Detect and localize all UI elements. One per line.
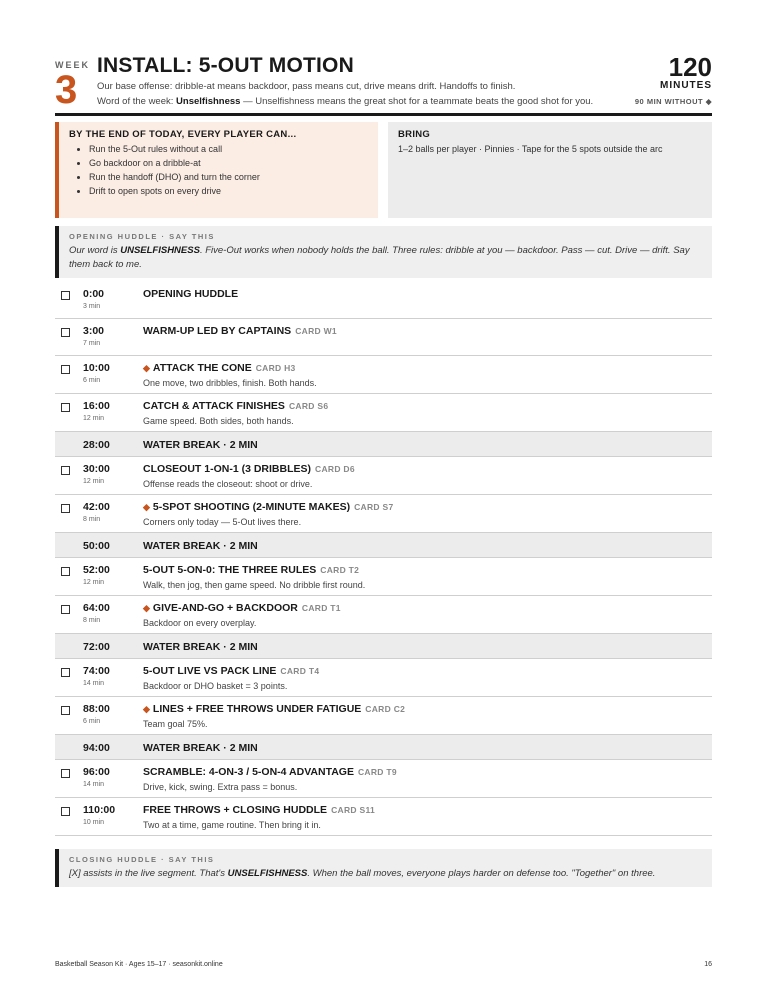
row-duration: 6 min xyxy=(83,718,101,725)
activity-name: WATER BREAK · 2 MIN xyxy=(143,641,258,653)
checkbox[interactable] xyxy=(61,504,70,513)
card-ref: CARD S6 xyxy=(288,401,329,411)
activity-name: LINES + FREE THROWS UNDER FATIGUE xyxy=(152,703,362,715)
minutes-total: 120 xyxy=(668,52,712,82)
minutes-label: MINUTES xyxy=(660,80,712,91)
activity-name: 5-OUT 5-ON-0: THE THREE RULES xyxy=(143,564,317,576)
objective-item: • Run the 5-Out rules without a call xyxy=(89,144,368,154)
page-title: INSTALL: 5-OUT MOTION xyxy=(97,54,354,77)
row-activity xyxy=(143,400,328,412)
row-time: 88:00 xyxy=(83,703,110,715)
checkbox[interactable] xyxy=(61,365,70,374)
row-duration: 12 min xyxy=(83,478,105,485)
row-duration: 14 min xyxy=(83,781,105,788)
card-ref: CARD C2 xyxy=(365,704,406,714)
row-duration: 10 min xyxy=(83,819,105,826)
activity-name: SCRAMBLE: 4-ON-3 / 5-ON-4 ADVANTAGE xyxy=(143,766,354,778)
checkbox[interactable] xyxy=(61,668,70,677)
row-note: Offense reads the closeout: shoot or drive. xyxy=(143,479,313,489)
closing-huddle xyxy=(55,849,712,887)
row-note: Two at a time, game routine. Then bring it in. xyxy=(143,820,321,830)
row-time: 3:00 xyxy=(83,325,105,337)
opening-huddle-label: OPENING HUDDLE · SAY THIS xyxy=(69,232,215,241)
card-ref: CARD S11 xyxy=(331,805,376,815)
footer-text: Basketball Season Kit · Ages 15–17 · seasonkit.online xyxy=(55,961,223,968)
row-activity xyxy=(143,325,337,337)
row-activity xyxy=(143,766,397,778)
card-ref: CARD T2 xyxy=(320,565,360,575)
row-time: 42:00 xyxy=(83,501,110,513)
row-note: Backdoor on every overplay. xyxy=(143,618,257,628)
page-header xyxy=(55,54,712,116)
closing-huddle-text: [X] assists in the live segment. That's UNSELFISHNESS. When the ball moves, everyone plays harder on defense too. "Together" on three. xyxy=(69,868,656,879)
row-activity xyxy=(143,501,394,513)
diamond-icon: ◆ xyxy=(143,704,150,714)
row-activity xyxy=(143,463,355,475)
card-ref: CARD H3 xyxy=(255,363,296,373)
checkbox[interactable] xyxy=(61,466,70,475)
row-time: 30:00 xyxy=(83,463,110,475)
diamond-icon: ◆ xyxy=(143,603,150,613)
activity-name: 5-OUT LIVE VS PACK LINE xyxy=(143,665,277,677)
row-time: 50:00 xyxy=(83,540,110,552)
schedule-row xyxy=(55,356,712,394)
checkbox[interactable] xyxy=(61,706,70,715)
card-ref: CARD S7 xyxy=(354,502,394,512)
row-activity xyxy=(143,804,375,816)
checkbox[interactable] xyxy=(61,769,70,778)
schedule-row xyxy=(55,558,712,596)
schedule-row xyxy=(55,319,712,356)
week-label: WEEK xyxy=(55,60,90,70)
row-time: 72:00 xyxy=(83,641,110,653)
row-activity xyxy=(143,540,258,552)
activity-name: CATCH & ATTACK FINISHES xyxy=(143,400,285,412)
schedule-row xyxy=(55,697,712,735)
activity-name: WATER BREAK · 2 MIN xyxy=(143,540,258,552)
water-break-row xyxy=(55,432,712,457)
row-note: Game speed. Both sides, both hands. xyxy=(143,416,294,426)
checkbox[interactable] xyxy=(61,403,70,412)
row-note: Walk, then jog, then game speed. No dribble first round. xyxy=(143,580,366,590)
objective-item: • Drift to open spots on every drive xyxy=(89,186,368,196)
week-number: 3 xyxy=(55,68,78,112)
row-activity xyxy=(143,564,359,576)
closing-huddle-label: CLOSING HUDDLE · SAY THIS xyxy=(69,855,215,864)
activity-name: FREE THROWS + CLOSING HUDDLE xyxy=(143,804,328,816)
objective-item: • Run the handoff (DHO) and turn the corner xyxy=(89,172,368,182)
bring-title: BRING xyxy=(398,129,431,140)
row-duration: 14 min xyxy=(83,680,105,687)
activity-name: WATER BREAK · 2 MIN xyxy=(143,742,258,754)
schedule-row xyxy=(55,394,712,432)
page-number: 16 xyxy=(704,961,712,968)
activity-name: OPENING HUDDLE xyxy=(143,288,239,300)
card-ref: CARD T4 xyxy=(280,666,320,676)
page-subtitle: Our base offense: dribble-at means backdoor, pass means cut, drive means drift. Handoffs to finish. xyxy=(97,81,516,92)
row-time: 64:00 xyxy=(83,602,110,614)
row-time: 28:00 xyxy=(83,439,110,451)
row-time: 74:00 xyxy=(83,665,110,677)
schedule-row xyxy=(55,457,712,495)
row-duration: 12 min xyxy=(83,415,105,422)
row-activity xyxy=(143,665,319,677)
water-break-row xyxy=(55,634,712,659)
activity-name: CLOSEOUT 1-ON-1 (3 DRIBBLES) xyxy=(143,463,312,475)
word-of-week: Word of the week: Unselfishness — Unselfishness means the great shot for a teammate beats the good shot for you. xyxy=(97,96,594,107)
schedule-row xyxy=(55,798,712,836)
checkbox[interactable] xyxy=(61,605,70,614)
row-duration: 3 min xyxy=(83,303,101,310)
activity-name: 5-SPOT SHOOTING (2-MINUTE MAKES) xyxy=(152,501,351,513)
row-note: One move, two dribbles, finish. Both hands. xyxy=(143,378,317,388)
row-activity xyxy=(143,641,258,653)
diamond-icon: ◆ xyxy=(143,363,150,373)
opening-huddle xyxy=(55,226,712,278)
row-activity xyxy=(143,742,258,754)
row-time: 10:00 xyxy=(83,362,110,374)
objectives-title: BY THE END OF TODAY, EVERY PLAYER CAN... xyxy=(69,129,297,140)
row-time: 94:00 xyxy=(83,742,110,754)
checkbox[interactable] xyxy=(61,291,70,300)
diamond-icon: ◆ xyxy=(143,502,150,512)
word-of-week-value: Unselfishness xyxy=(176,96,241,107)
card-ref: CARD T9 xyxy=(357,767,397,777)
card-ref: CARD T1 xyxy=(301,603,341,613)
water-break-row xyxy=(55,533,712,558)
schedule-row xyxy=(55,760,712,798)
row-note: Backdoor or DHO basket = 3 points. xyxy=(143,681,288,691)
checkbox[interactable] xyxy=(61,328,70,337)
row-activity xyxy=(143,288,238,300)
row-duration: 7 min xyxy=(83,340,101,347)
activity-name: WARM-UP LED BY CAPTAINS xyxy=(143,325,292,337)
objectives-list xyxy=(69,144,368,196)
row-duration: 6 min xyxy=(83,377,101,384)
row-activity xyxy=(143,362,296,374)
minutes-without-note: 90 MIN WITHOUT ◆ xyxy=(634,97,712,106)
activity-name: ATTACK THE CONE xyxy=(152,362,252,374)
row-time: 52:00 xyxy=(83,564,110,576)
bring-text: 1–2 balls per player · Pinnies · Tape for the 5 spots outside the arc xyxy=(398,144,663,154)
card-ref: CARD W1 xyxy=(295,326,337,336)
schedule-list xyxy=(55,282,712,836)
row-note: Team goal 75%. xyxy=(143,719,208,729)
objective-item: • Go backdoor on a dribble-at xyxy=(89,158,368,168)
row-duration: 12 min xyxy=(83,579,105,586)
checkbox[interactable] xyxy=(61,807,70,816)
checkbox[interactable] xyxy=(61,567,70,576)
opening-huddle-text: Our word is UNSELFISHNESS. Five-Out works when nobody holds the ball. Three rules: dribble at you — backdoor. Pass — cut. Drive — drift. Say them back to me. xyxy=(69,245,690,270)
row-time: 16:00 xyxy=(83,400,110,412)
schedule-row xyxy=(55,282,712,319)
schedule-row xyxy=(55,596,712,634)
schedule-row xyxy=(55,659,712,697)
row-duration: 8 min xyxy=(83,617,101,624)
row-note: Corners only today — 5-Out lives there. xyxy=(143,517,302,527)
row-activity xyxy=(143,439,258,451)
row-time: 110:00 xyxy=(83,804,116,816)
row-time: 0:00 xyxy=(83,288,105,300)
bring-panel xyxy=(388,122,712,218)
schedule-row xyxy=(55,495,712,533)
row-duration: 8 min xyxy=(83,516,101,523)
row-note: Drive, kick, swing. Extra pass = bonus. xyxy=(143,782,298,792)
card-ref: CARD D6 xyxy=(315,464,355,474)
row-time: 96:00 xyxy=(83,766,110,778)
activity-name: WATER BREAK · 2 MIN xyxy=(143,439,258,451)
row-activity xyxy=(143,602,341,614)
row-activity xyxy=(143,703,405,715)
water-break-row xyxy=(55,735,712,760)
activity-name: GIVE-AND-GO + BACKDOOR xyxy=(152,602,298,614)
page-footer xyxy=(55,961,712,968)
objectives-panel xyxy=(55,122,378,218)
